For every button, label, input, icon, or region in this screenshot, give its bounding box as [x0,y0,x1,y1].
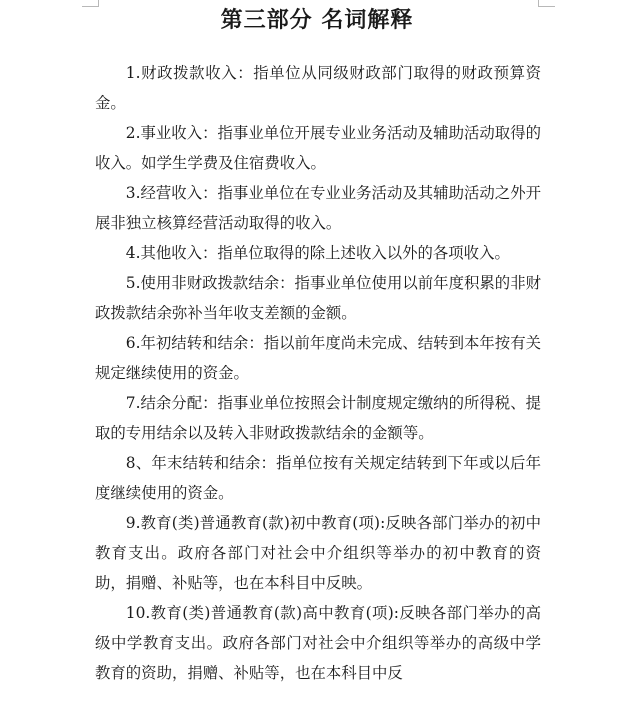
paragraph-3: 3.经营收入：指事业单位在专业业务活动及其辅助活动之外开展非独立核算经营活动取得的收入。 [95,184,541,232]
paragraph-4: 4.其他收入：指单位取得的除上述收入以外的各项收入。 [125,244,510,262]
document-body [95,58,541,688]
paragraph-7: 7.结余分配：指事业单位按照会计制度规定缴纳的所得税、提取的专用结余以及转入非财政拨款结余的金额等。 [95,394,541,442]
paragraph-2: 2.事业收入：指事业单位开展专业业务活动及辅助活动取得的收入。如学生学费及住宿费收入。 [95,124,541,172]
paragraph-1: 1.财政拨款收入：指单位从同级财政部门取得的财政预算资金。 [95,64,541,112]
page-title: 第三部分 名词解释 [220,8,414,33]
paragraph-6: 6.年初结转和结余：指以前年度尚未完成、结转到本年按有关规定继续使用的资金。 [95,334,541,382]
paragraph-9: 9.教育(类)普通教育(款)初中教育(项):反映各部门举办的初中教育支出。政府各部门对社会中介组织等举办的初中教育的资助，捐赠、补贴等，也在本科目中反映。 [95,514,541,592]
paragraph-5: 5.使用非财政拨款结余：指事业单位使用以前年度积累的非财政拨款结余弥补当年收支差额的金额。 [95,274,541,322]
paragraph-10: 10.教育(类)普通教育(款)高中教育(项):反映各部门举办的高级中学教育支出。政府各部门对社会中介组织等举办的高级中学教育的资助，捐赠、补贴等，也在本科目中反 [95,604,541,682]
paragraph-8: 8、年末结转和结余：指单位按有关规定结转到下年或以后年度继续使用的资金。 [95,454,541,502]
